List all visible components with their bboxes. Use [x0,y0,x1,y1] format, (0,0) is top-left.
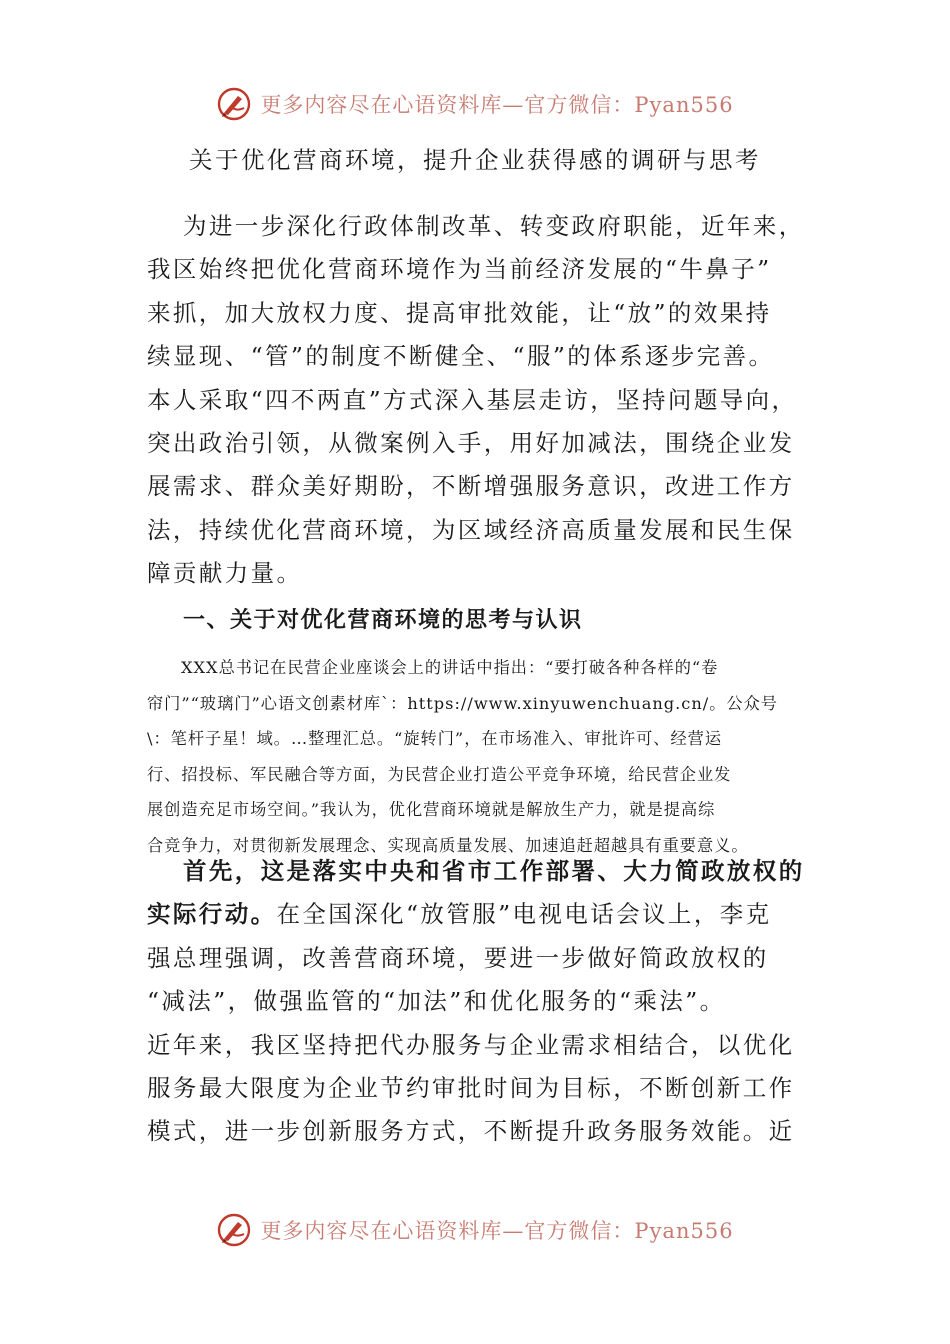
banner-text: 更多内容尽在心语资料库—官方微信：Pyan556 [260,93,734,117]
intro-line: 来抓，加大放权力度、提高审批效能，让“放”的效果持 [147,298,772,327]
banner-inner [216,86,733,122]
document-title: 关于优化营商环境，提升企业获得感的调研与思考 [189,146,761,174]
intro-line: 我区始终把优化营商环境作为当前经济发展的“牛鼻子” [147,255,772,284]
intro-line: 障贡献力量。 [147,559,303,588]
banner-inner [216,1212,733,1248]
first-point-line: “减法”，做强监管的“加法”和优化服务的“乘法”。 [147,987,726,1016]
quote-line: XXX总书记在民营企业座谈会上的讲话中指出：“要打破各种各样的“卷 [181,658,719,677]
intro-line: 为进一步深化行政体制改革、转变政府职能，近年来， [183,212,805,240]
section-heading: 一、关于对优化营商环境的思考与认识 [183,608,583,633]
first-point-line: 近年来，我区坚持把代办服务与企业需求相结合，以优化 [147,1030,795,1059]
intro-paragraph [147,205,807,596]
bottom-banner [0,1208,950,1252]
top-banner [0,82,950,126]
first-point-line: 服务最大限度为企业节约审批时间为目标，不断创新工作 [147,1073,795,1102]
first-point-line [147,893,807,936]
quote-line: 合竞争力，对贯彻新发展理念、实现高质量发展、加速追赶超越具有重要意义。 [147,835,749,855]
pen-logo-icon [216,86,252,122]
first-point-text: 在全国深化“放管服”电视电话会议上，李克 [276,900,772,929]
quote-line: 展创造充足市场空间。”我认为，优化营商环境就是解放生产力，就是提高综 [147,800,716,820]
quote-paragraph [147,650,817,864]
intro-line: 突出政治引领，从微案例入手，用好加减法，围绕企业发 [147,428,795,457]
first-point-lead: 首先，这是落实中央和省市工作部署、大力简政放权的 [183,857,805,885]
quote-line: 行、招投标、军民融合等方面，为民营企业打造公平竞争环境，给民营企业发 [147,764,732,784]
first-point-line: 模式，进一步创新服务方式，不断提升政务服务效能。近 [147,1117,795,1146]
intro-line: 本人采取“四不两直”方式深入基层走访，坚持问题导向， [147,385,798,414]
banner-text: 更多内容尽在心语资料库—官方微信：Pyan556 [260,1219,734,1243]
first-point-line: 强总理强调，改善营商环境，要进一步做好简政放权的 [147,943,769,972]
intro-line: 展需求、群众美好期盼，不断增强服务意识，改进工作方 [147,472,795,501]
pen-logo-icon [216,1212,252,1248]
intro-line: 法，持续优化营商环境，为区域经济高质量发展和民生保 [147,515,795,544]
quote-line: \：笔杆子星！域。…整理汇总。“旋转门”，在市场准入、审批许可、经营运 [147,729,723,749]
quote-line: 帘门”“玻璃门”心语文创素材库`：https://www.xinyuwenchuang.cn/。公众号 [147,693,778,713]
first-point-paragraph [147,850,807,1154]
first-point-lead-end: 实际行动。 [147,900,277,929]
intro-line: 续显现、“管”的制度不断健全、“服”的体系逐步完善。 [147,342,775,371]
